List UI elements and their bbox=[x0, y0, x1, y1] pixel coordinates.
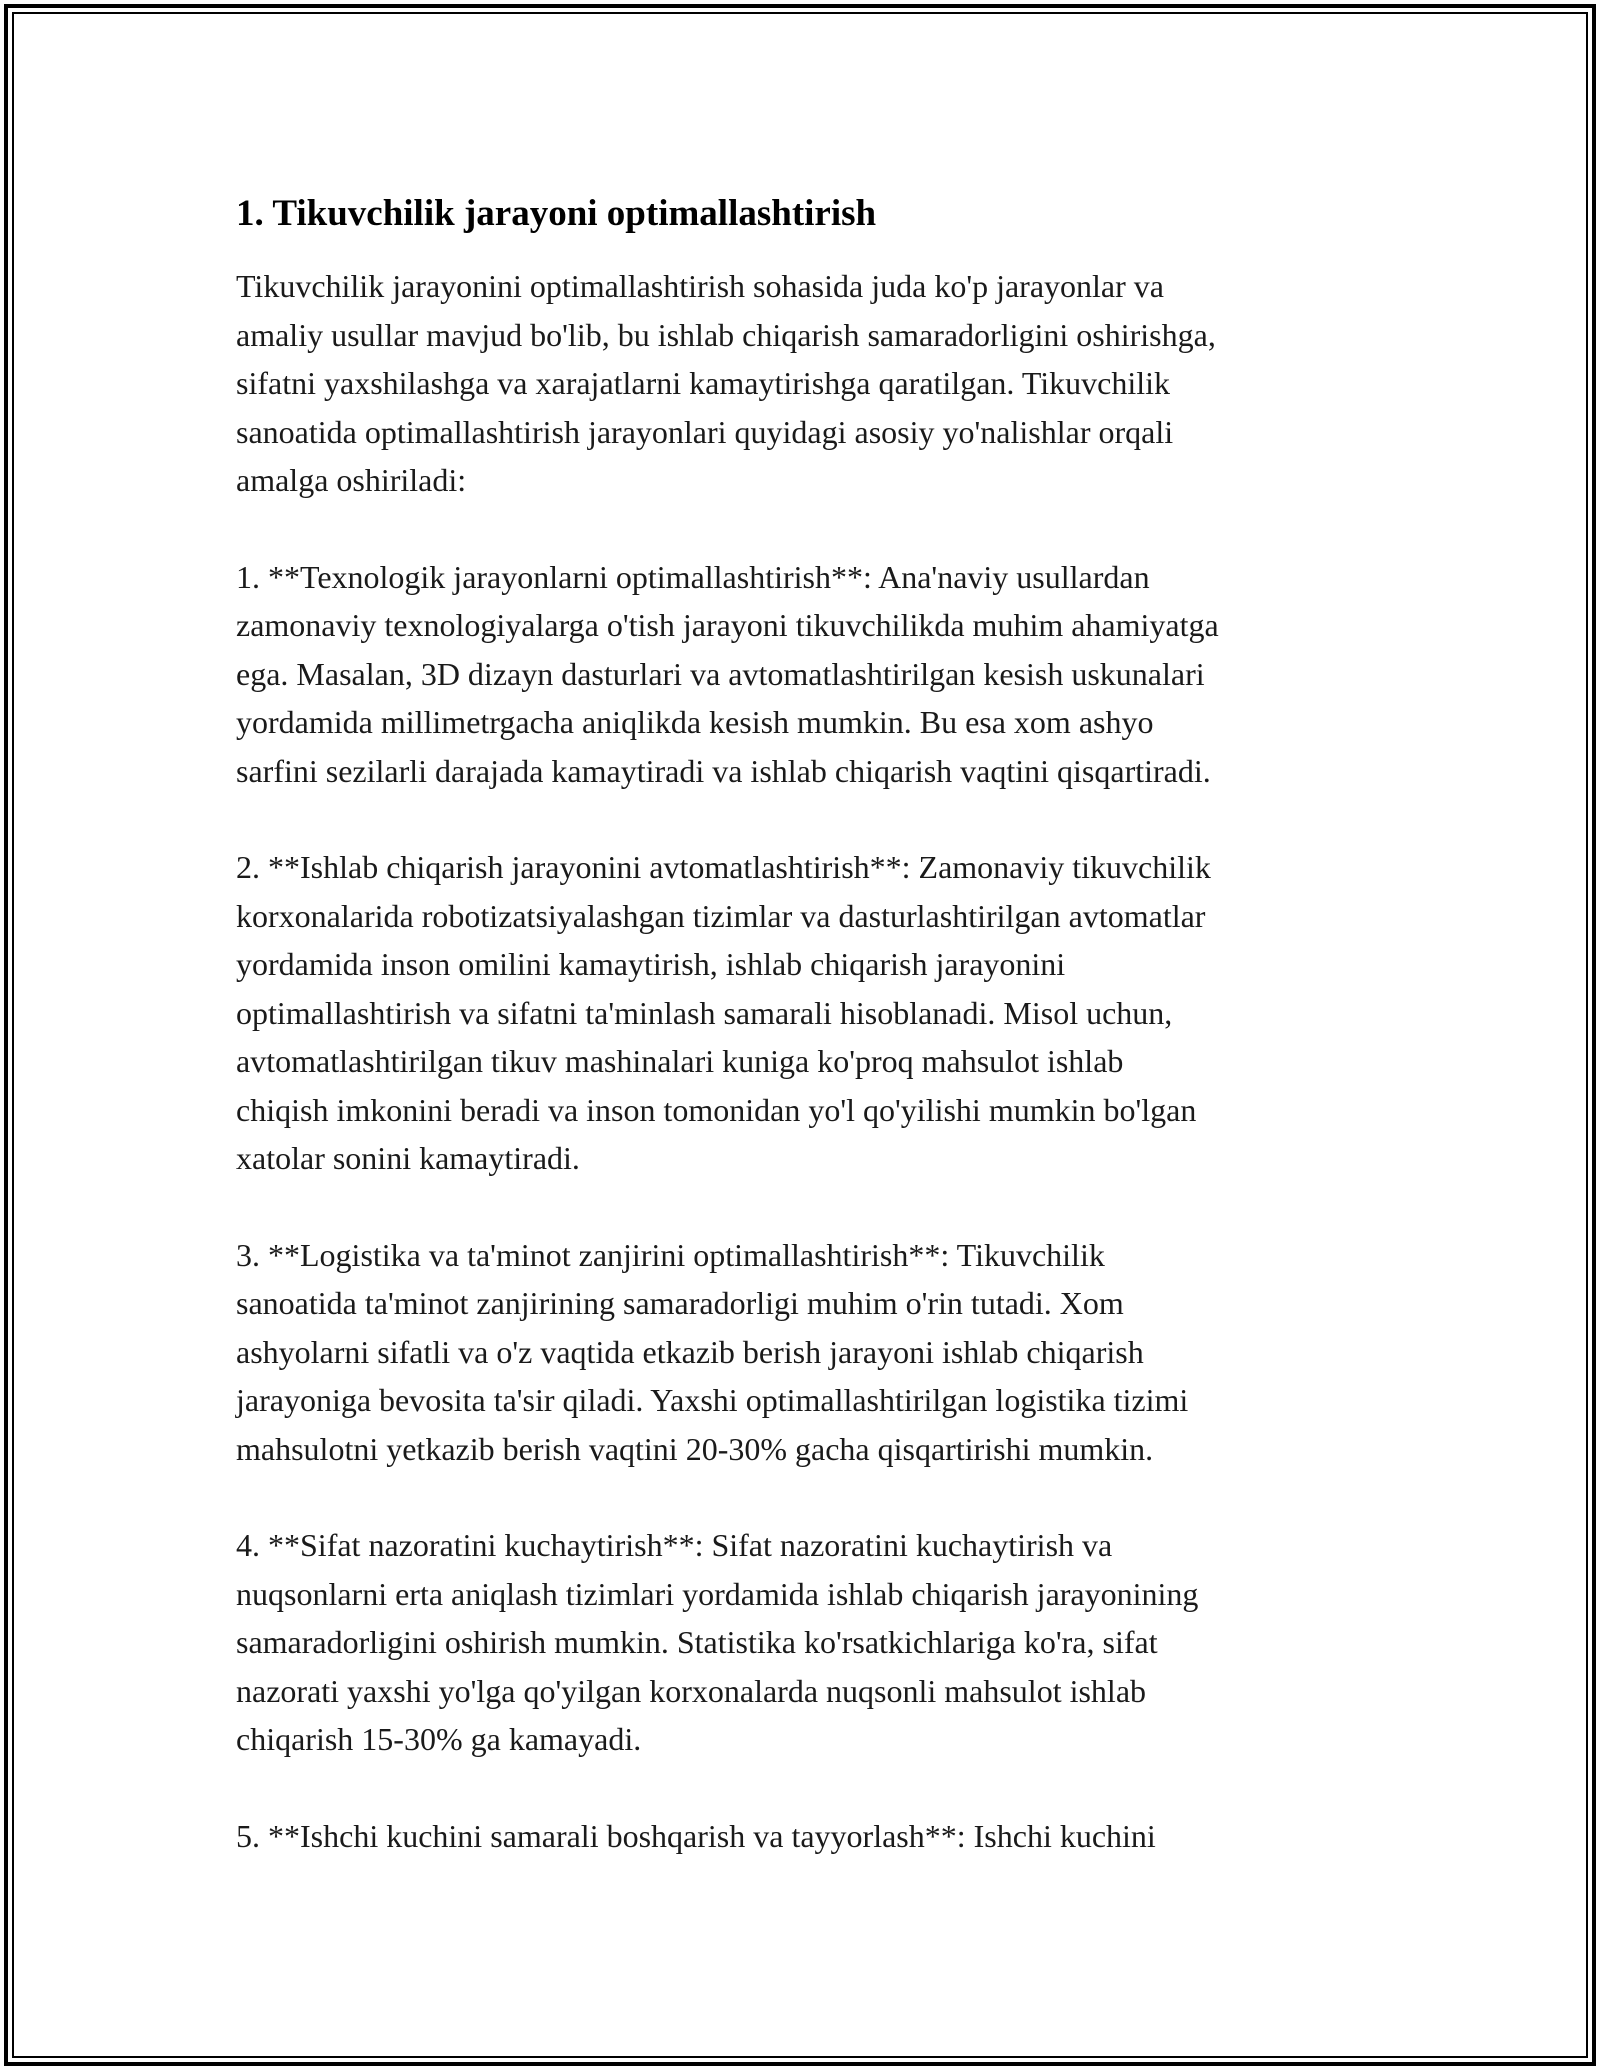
list-item-quality-control: 4. **Sifat nazoratini kuchaytirish**: Sifat nazoratini kuchaytirish va nuqsonlarni erta aniqlash tizimlari yordamida ishlab chiqarish jarayonining samaradorligini oshirish mumkin. Statistika ko'rsatkichlariga ko'ra, sifat nazorati yaxshi yo'lga qo'yilgan korxonalarda nuqsonli mahsulot ishlab chiqarish 15-30% ga kamayadi. bbox=[236, 1527, 1199, 1757]
list-item-automation: 2. **Ishlab chiqarish jarayonini avtomatlashtirish**: Zamonaviy tikuvchilik korxonalarida robotizatsiyalashgan tizimlar va dasturlashtirilgan avtomatlar yordamida inson omilini kamaytirish, ishlab chiqarish jarayonini optimallashtirish va sifatni ta'minlash samarali hisoblanadi. Misol uchun, avtomatlashtirilgan tikuv mashinalari kuniga ko'proq mahsulot ishlab chiqish imkonini beradi va inson tomonidan yo'l qo'yilishi mumkin bo'lgan xatolar sonini kamaytiradi. bbox=[236, 849, 1211, 1176]
list-item-logistics: 3. **Logistika va ta'minot zanjirini optimallashtirish**: Tikuvchilik sanoatida ta'minot zanjirining samaradorligi muhim o'rin tutadi. Xom ashyolarni sifatli va o'z vaqtida etkazib berish jarayoni ishlab chiqarish jarayoniga bevosita ta'sir qiladi. Yaxshi optimallashtirilgan logistika tizimi mahsulotni yetkazib berish vaqtini 20-30% gacha qisqartirishi mumkin. bbox=[236, 1236, 1189, 1467]
list-item-technology: 1. **Texnologik jarayonlarni optimallashtirish**: Ana'naviy usullardan zamonaviy texnologiyalarga o'tish jarayoni tikuvchilikda muhim ahamiyatga ega. Masalan, 3D dizayn dasturlari va avtomatlashtirilgan kesish uskunalari yordamida millimetrgacha aniqlikda kesish mumkin. Bu esa xom ashyo sarfini sezilarli darajada kamaytiradi va ishlab chiqarish vaqtini qisqartiradi. bbox=[236, 558, 1219, 789]
section-heading: 1. Tikuvchilik jarayoni optimallashtirish bbox=[236, 193, 877, 234]
document-body bbox=[236, 186, 1396, 1908]
intro-paragraph: Tikuvchilik jarayonini optimallashtirish sohasida juda ko'p jarayonlar va amaliy usullar mavjud bo'lib, bu ishlab chiqarish samaradorligini oshirishga, sifatni yaxshilashga va xarajatlarni kamaytirishga qaratilgan. Tikuvchilik sanoatida optimallashtirish jarayonlari quyidagi asosiy yo'nalishlar orqali amalga oshiriladi: bbox=[236, 268, 1216, 498]
list-item-workforce: 5. **Ishchi kuchini samarali boshqarish va tayyorlash**: Ishchi kuchini bbox=[236, 1817, 1156, 1854]
